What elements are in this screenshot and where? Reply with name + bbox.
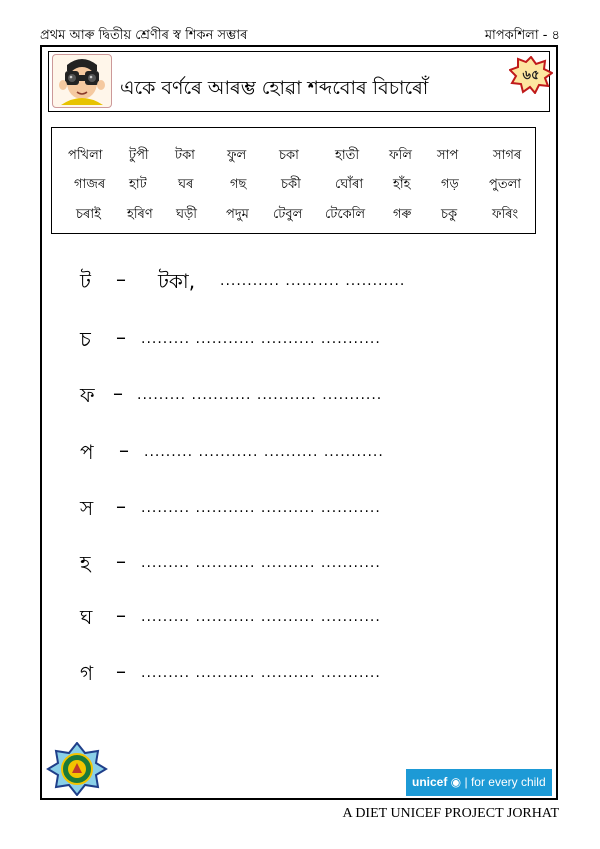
answer-blank[interactable]: ......... ........... ........... ........... (137, 387, 383, 403)
line-dash: – (116, 267, 126, 291)
word-bank-word: হাতী (335, 148, 360, 163)
worksheet-title: একে বৰ্ণৰে আৰম্ভ হোৱা শব্দবোৰ বিচাৰোঁ (120, 77, 429, 99)
answer-blank[interactable]: ......... ........... .......... ........... (141, 500, 381, 516)
word-bank-word: হাঁহ (393, 177, 411, 192)
line-dash: – (116, 603, 126, 627)
page-number-badge (509, 56, 553, 94)
word-bank-word: হাট (129, 177, 147, 192)
word-bank-word: চকী (281, 177, 301, 192)
header-series-title: প্ৰথম আৰু দ্বিতীয় শ্ৰেণীৰ স্ব শিকন সম্ভাৰ (40, 28, 248, 43)
globe-icon: ◉ (447, 775, 465, 789)
line-letter: ট (80, 269, 91, 293)
answer-blank[interactable]: ......... ........... .......... ........... (141, 665, 381, 681)
word-bank-word: গৰু (393, 207, 412, 222)
word-bank-word: ফুল (227, 148, 247, 163)
word-bank-word: সাপ (437, 148, 459, 163)
answer-blank[interactable]: ......... ........... .......... ........... (141, 331, 381, 347)
word-bank-word: পখিলা (68, 148, 103, 163)
answer-blank[interactable]: ......... ........... .......... ........... (141, 555, 381, 571)
unicef-logo: unicef ◉ | for every child (406, 769, 552, 796)
word-bank-word: চকা (279, 148, 299, 163)
word-bank-word: ঘৰ (178, 177, 194, 192)
line-letter: হ (80, 551, 91, 575)
unicef-tagline: for every child (470, 775, 546, 789)
line-dash: – (116, 549, 126, 573)
answer-blank[interactable]: ........... .......... ........... (220, 273, 406, 289)
line-dash: – (119, 438, 129, 462)
word-bank-word: চকু (441, 207, 458, 222)
line-dash: – (113, 381, 123, 405)
answer-blank[interactable]: ......... ........... .......... ........... (141, 609, 381, 625)
word-bank-word: ফলি (389, 148, 412, 163)
word-bank-word: ফৰিং (492, 207, 519, 222)
unicef-brand-text: unicef (412, 775, 448, 789)
page-number: ৬৫ (522, 68, 540, 83)
header-level-label: মাপকশিলা - ৪ (484, 28, 560, 43)
word-bank-word: ঘোঁৰা (335, 177, 364, 192)
line-letter: চ (80, 327, 91, 351)
line-letter: গ (80, 661, 94, 685)
binoculars-child-icon (52, 54, 112, 108)
word-bank-word: পদুম (226, 207, 249, 222)
diet-emblem-logo (46, 742, 108, 796)
line-dash: – (116, 659, 126, 683)
word-bank-word: গড় (441, 177, 459, 192)
line-letter: প (80, 440, 94, 464)
word-bank-word: টুপী (129, 148, 149, 163)
line-dash: – (116, 325, 126, 349)
example-word: টকা, (158, 269, 196, 293)
answer-blank[interactable]: ......... ........... .......... ........... (144, 444, 384, 460)
word-bank-word: টকা (175, 148, 195, 163)
footer-credit: A DIET UNICEF PROJECT JORHAT (342, 806, 559, 821)
word-bank-word: সাগৰ (493, 148, 522, 163)
line-letter: ফ (80, 383, 95, 407)
word-bank-word: গাজৰ (74, 177, 106, 192)
line-letter: ঘ (80, 605, 93, 629)
line-letter: স (80, 496, 94, 520)
word-bank-word: পুতলা (489, 177, 522, 192)
word-bank-word: টেকেলি (325, 207, 366, 222)
word-bank-word: গছ (230, 177, 247, 192)
word-bank-word: ঘড়ী (176, 207, 198, 222)
word-bank-word: চৰাই (76, 207, 101, 222)
word-bank-word: হৰিণ (127, 207, 153, 222)
word-bank-word: টেবুল (273, 207, 303, 222)
line-dash: – (116, 494, 126, 518)
